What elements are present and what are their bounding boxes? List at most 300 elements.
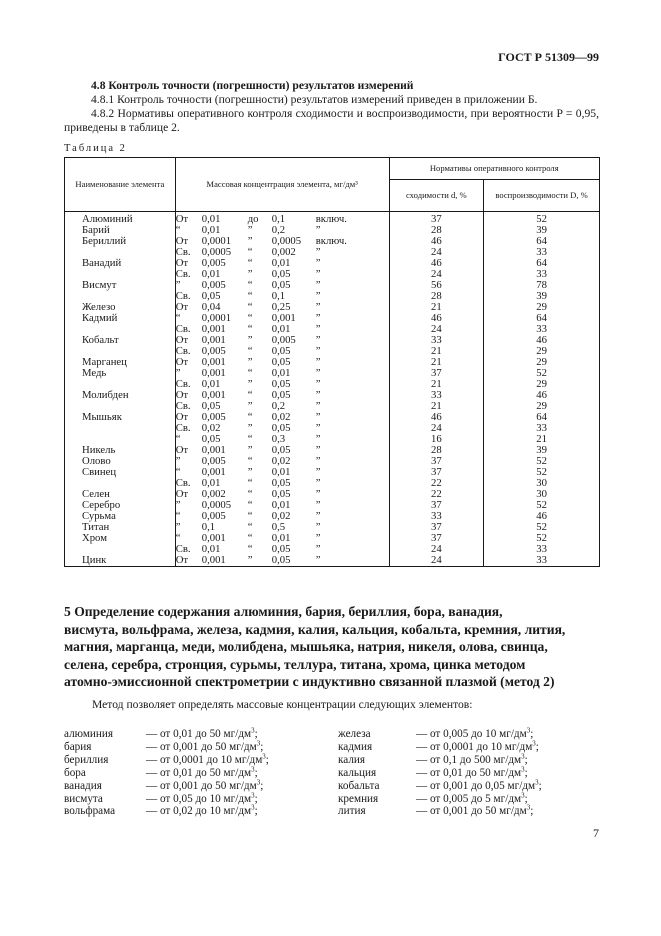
cell-element: Серебро [65, 500, 176, 511]
cell-element: Бериллий [65, 236, 176, 247]
element-name: бора [64, 766, 86, 779]
table-row [65, 467, 600, 478]
cell-convergence: 21 [389, 379, 484, 390]
element-name: висмута [64, 792, 103, 805]
range-to: 0,05 [271, 389, 291, 401]
cell-reproducibility: 21 [484, 434, 600, 445]
table-row [65, 302, 600, 313]
cell-element: Свинец [65, 467, 176, 478]
cell-concentration [175, 555, 389, 567]
range-to: 0,01 [271, 532, 291, 544]
element-range: — от 0,0001 до 10 мг/дм [146, 753, 263, 766]
element-range: — от 0,001 до 0,05 мг/дм [416, 779, 536, 792]
table-row [65, 313, 600, 324]
range-to-word: “ [247, 455, 253, 467]
table-row [65, 280, 600, 291]
element-range: — от 0,005 до 10 мг/дм [416, 728, 527, 740]
cell-element [65, 423, 176, 434]
range-from: 0,01 [201, 477, 221, 489]
range-from: 0,005 [201, 411, 226, 423]
cell-reproducibility: 64 [484, 313, 600, 324]
col-header-element: Наименование элемента [65, 158, 176, 212]
table-row [65, 379, 600, 390]
element-range: — от 0,01 до 50 мг/дм [146, 728, 252, 740]
range-prefix: Св. [175, 246, 191, 258]
cell-element: Алюминий [65, 212, 176, 226]
item-end: ; [530, 805, 534, 818]
range-to: 0,05 [271, 279, 291, 291]
element-range: — от 0,05 до 10 мг/дм [146, 792, 252, 805]
element-list-right [338, 728, 542, 818]
cell-reproducibility: 46 [484, 511, 600, 522]
cell-convergence: 22 [389, 478, 484, 489]
range-to-word: “ [247, 532, 253, 544]
page-number: 7 [593, 826, 599, 840]
range-to-word: ” [247, 235, 253, 247]
range-to-word: ” [247, 444, 253, 456]
table-row [65, 346, 600, 357]
range-prefix: Св. [175, 400, 191, 412]
range-suffix: включ. [315, 235, 347, 247]
range-suffix: ” [315, 279, 321, 291]
cell-reproducibility: 46 [484, 390, 600, 401]
range-prefix: От [175, 488, 189, 500]
range-to: 0,01 [271, 367, 291, 379]
range-prefix: Св. [175, 290, 191, 302]
col-header-norms: Нормативы оперативного контроля [389, 158, 600, 180]
range-prefix: Св. [175, 543, 191, 555]
range-from: 0,001 [201, 466, 226, 478]
cell-reproducibility: 52 [484, 533, 600, 544]
range-to: 0,05 [271, 543, 291, 555]
range-to: 0,05 [271, 444, 291, 456]
range-from: 0,1 [201, 521, 216, 533]
range-to: 0,05 [271, 488, 291, 500]
list-item [64, 741, 269, 754]
cell-element: Висмут [65, 280, 176, 291]
table-row [65, 544, 600, 555]
list-item [338, 728, 542, 741]
cell-convergence: 46 [389, 412, 484, 423]
range-to-word: “ [247, 367, 253, 379]
paragraph-4-8-1: 4.8.1 Контроль точности (погрешности) результатов измерений приведен в приложении Б. [91, 93, 538, 106]
table-row [65, 368, 600, 379]
unit-exponent: 3 [532, 739, 536, 748]
cell-element: Титан [65, 522, 176, 533]
table-row [65, 456, 600, 467]
element-range: — от 0,005 до 5 мг/дм [416, 792, 522, 805]
range-suffix: ” [315, 466, 321, 478]
range-to-word: “ [247, 246, 253, 258]
unit-exponent: 3 [521, 752, 525, 761]
range-suffix: ” [315, 433, 321, 445]
cell-element: Мышьяк [65, 412, 176, 423]
cell-reproducibility: 29 [484, 302, 600, 313]
range-suffix: ” [315, 411, 321, 423]
paragraph-4-8-2: 4.8.2 Нормативы оперативного контроля сходимости и воспроизводимости, при вероятности P = 0,95, приведены в таблице 2. [64, 107, 599, 134]
list-item [64, 790, 269, 806]
cell-reproducibility: 29 [484, 346, 600, 357]
range-prefix: Св. [175, 268, 191, 280]
range-suffix: ” [315, 510, 321, 522]
range-suffix: ” [315, 389, 321, 401]
range-to-word: “ [247, 389, 253, 401]
range-from: 0,005 [201, 345, 226, 357]
unit-exponent: 3 [535, 777, 539, 786]
cell-convergence: 22 [389, 489, 484, 500]
cell-reproducibility: 33 [484, 247, 600, 258]
cell-convergence: 56 [389, 280, 484, 291]
range-to-word: “ [247, 510, 253, 522]
range-to-word: до [247, 213, 259, 225]
item-end: ; [254, 728, 258, 740]
table-row [65, 489, 600, 500]
range-to: 0,0005 [271, 235, 302, 247]
cell-convergence: 33 [389, 390, 484, 401]
unit-exponent: 3 [251, 790, 255, 799]
range-from: 0,005 [201, 510, 226, 522]
range-prefix: “ [175, 224, 181, 236]
range-from: 0,0001 [201, 235, 232, 247]
range-to: 0,05 [271, 268, 291, 280]
range-prefix: ” [175, 499, 181, 511]
range-from: 0,01 [201, 213, 221, 225]
range-to-word: “ [247, 290, 253, 302]
cell-convergence: 24 [389, 423, 484, 434]
range-to: 0,02 [271, 510, 291, 522]
cell-convergence: 46 [389, 258, 484, 269]
table-row [65, 357, 600, 368]
range-suffix: ” [315, 455, 321, 467]
cell-reproducibility: 33 [484, 269, 600, 280]
table-row [65, 500, 600, 511]
cell-element: Молибден [65, 390, 176, 401]
range-to-word: “ [247, 411, 253, 423]
range-to: 0,25 [271, 301, 291, 313]
unit-exponent: 3 [262, 752, 266, 761]
cell-convergence: 33 [389, 335, 484, 346]
range-to: 0,002 [271, 246, 296, 258]
range-prefix: От [175, 389, 189, 401]
element-name: кадмия [338, 740, 373, 753]
table-row [65, 434, 600, 445]
range-prefix: Св. [175, 323, 191, 335]
range-from: 0,001 [201, 532, 226, 544]
cell-reproducibility: 64 [484, 258, 600, 269]
range-from: 0,01 [201, 378, 221, 390]
range-to: 0,2 [271, 400, 286, 412]
range-suffix: ” [315, 334, 321, 346]
list-item [64, 728, 269, 741]
cell-element: Кобальт [65, 335, 176, 346]
range-to-word: “ [247, 521, 253, 533]
table-row [65, 291, 600, 302]
table-row [65, 445, 600, 456]
list-item [64, 764, 269, 780]
cell-reproducibility: 33 [484, 555, 600, 567]
element-range: — от 0,0001 до 10 мг/дм [416, 740, 533, 753]
range-to-word: ” [247, 378, 253, 390]
table-row [65, 511, 600, 522]
range-to-word: ” [247, 422, 253, 434]
range-prefix: Св. [175, 422, 191, 434]
range-to-word: ” [247, 466, 253, 478]
cell-element: Сурьма [65, 511, 176, 522]
range-to-word: ” [247, 224, 253, 236]
cell-convergence: 46 [389, 313, 484, 324]
range-to: 0,3 [271, 433, 286, 445]
item-end: ; [538, 779, 542, 792]
table-row [65, 269, 600, 280]
item-end: ; [260, 779, 264, 792]
range-to-word: “ [247, 543, 253, 555]
range-to-word: “ [247, 499, 253, 511]
range-from: 0,05 [201, 290, 221, 302]
range-suffix: ” [315, 246, 321, 258]
element-name: вольфрама [64, 805, 116, 818]
range-to: 0,05 [271, 345, 291, 357]
table-row [65, 412, 600, 423]
range-prefix: От [175, 411, 189, 423]
cell-convergence: 21 [389, 346, 484, 357]
range-suffix: ” [315, 301, 321, 313]
range-prefix: ” [175, 455, 181, 467]
range-from: 0,001 [201, 334, 226, 346]
list-item [64, 805, 269, 818]
element-name: ванадия [64, 779, 102, 792]
cell-reproducibility: 39 [484, 291, 600, 302]
element-name: калия [338, 753, 366, 766]
cell-reproducibility: 29 [484, 401, 600, 412]
range-suffix: ” [315, 543, 321, 555]
cell-convergence: 24 [389, 544, 484, 555]
section-4-8-heading: 4.8 Контроль точности (погрешности) результатов измерений [91, 79, 414, 92]
element-range: — от 0,001 до 50 мг/дм [416, 805, 527, 818]
cell-convergence: 21 [389, 357, 484, 368]
cell-convergence: 16 [389, 434, 484, 445]
range-to: 0,02 [271, 455, 291, 467]
range-prefix: ” [175, 521, 181, 533]
range-to-word: “ [247, 301, 253, 313]
range-suffix: ” [315, 323, 321, 335]
range-to-word: “ [247, 345, 253, 357]
cell-element: Никель [65, 445, 176, 456]
range-to-word: “ [247, 433, 253, 445]
list-item [64, 777, 269, 793]
cell-element: Селен [65, 489, 176, 500]
unit-exponent: 3 [251, 764, 255, 773]
range-suffix: ” [315, 257, 321, 269]
range-to: 0,1 [271, 213, 286, 225]
range-suffix: ” [315, 444, 321, 456]
range-prefix: ” [175, 367, 181, 379]
range-from: 0,001 [201, 554, 226, 566]
element-name: алюминия [64, 728, 114, 740]
table-row [65, 258, 600, 269]
range-from: 0,0005 [201, 499, 232, 511]
range-to: 0,001 [271, 312, 296, 324]
range-from: 0,04 [201, 301, 221, 313]
unit-exponent: 3 [251, 803, 255, 812]
cell-convergence: 37 [389, 467, 484, 478]
cell-reproducibility: 64 [484, 236, 600, 247]
table-row [65, 533, 600, 544]
range-suffix: ” [315, 477, 321, 489]
cell-reproducibility: 52 [484, 456, 600, 467]
unit-exponent: 3 [256, 739, 261, 748]
list-item [338, 741, 542, 754]
range-suffix: ” [315, 356, 321, 368]
cell-convergence: 28 [389, 291, 484, 302]
list-item [338, 790, 542, 806]
element-name: лития [338, 805, 366, 818]
range-from: 0,01 [201, 224, 221, 236]
range-from: 0,001 [201, 356, 226, 368]
cell-reproducibility: 52 [484, 522, 600, 533]
unit-exponent: 3 [521, 764, 525, 773]
col-header-reproducibility: воспроизводимости D, % [484, 180, 600, 212]
range-from: 0,0005 [201, 246, 232, 258]
cell-reproducibility: 39 [484, 225, 600, 236]
cell-convergence: 37 [389, 533, 484, 544]
cell-convergence: 37 [389, 368, 484, 379]
range-suffix: ” [315, 224, 321, 236]
cell-convergence: 37 [389, 500, 484, 511]
range-suffix: ” [315, 499, 321, 511]
cell-reproducibility: 78 [484, 280, 600, 291]
list-item [338, 777, 542, 793]
range-prefix: “ [175, 312, 181, 324]
cell-reproducibility: 39 [484, 445, 600, 456]
item-end: ; [524, 753, 528, 766]
element-range: — от 0,1 до 500 мг/дм [416, 753, 522, 766]
cell-element: Кадмий [65, 313, 176, 324]
item-end: ; [535, 740, 539, 753]
item-end: ; [254, 805, 258, 818]
cell-convergence: 28 [389, 225, 484, 236]
range-prefix: “ [175, 466, 181, 478]
element-name: кремния [338, 792, 379, 805]
range-to: 0,05 [271, 378, 291, 390]
table-row [65, 390, 600, 401]
range-to-word: ” [247, 400, 253, 412]
range-suffix: ” [315, 488, 321, 500]
cell-concentration [175, 212, 389, 226]
method-intro: Метод позволяет определять массовые концентрации следующих элементов: [92, 698, 473, 711]
table-row [65, 212, 600, 226]
unit-exponent: 3 [521, 790, 525, 799]
range-to: 0,2 [271, 224, 286, 236]
range-from: 0,005 [201, 257, 226, 269]
range-prefix: От [175, 301, 189, 313]
range-to-word: “ [247, 477, 253, 489]
table-row [65, 401, 600, 412]
unit-exponent: 3 [256, 777, 261, 786]
cell-element: Олово [65, 456, 176, 467]
range-to: 0,05 [271, 356, 291, 368]
cell-element: Цинк [65, 555, 176, 567]
col-header-convergence: сходимости d, % [389, 180, 484, 212]
range-to: 0,01 [271, 323, 291, 335]
element-range: — от 0,001 до 50 мг/дм [146, 779, 257, 792]
list-item [338, 805, 542, 818]
list-item [64, 754, 269, 767]
range-to-word: “ [247, 279, 253, 291]
range-prefix: “ [175, 433, 181, 445]
element-range: — от 0,02 до 10 мг/дм [146, 805, 252, 818]
range-prefix: ” [175, 279, 181, 291]
range-prefix: От [175, 444, 189, 456]
range-prefix: Св. [175, 345, 191, 357]
range-suffix: ” [315, 532, 321, 544]
item-end: ; [265, 753, 269, 766]
table-row [65, 324, 600, 335]
range-prefix: От [175, 213, 189, 225]
range-to: 0,02 [271, 411, 291, 423]
cell-convergence: 24 [389, 269, 484, 280]
section-5-heading-line: висмута, вольфрама, железа, кадмия, калия, кальция, кобальта, кремния, лития, [64, 621, 566, 637]
range-from: 0,001 [201, 323, 226, 335]
table-row [65, 247, 600, 258]
range-suffix: ” [315, 367, 321, 379]
cell-reproducibility: 64 [484, 412, 600, 423]
unit-exponent: 3 [526, 803, 531, 812]
cell-reproducibility: 29 [484, 357, 600, 368]
section-5-heading [64, 603, 601, 691]
range-from: 0,05 [201, 400, 221, 412]
section-5-heading-line: атомно-эмиссионной спектрометрии с индуктивно связанной плазмой (метод 2) [64, 674, 555, 690]
cell-element: Хром [65, 533, 176, 544]
range-suffix: ” [315, 268, 321, 280]
range-from: 0,02 [201, 422, 221, 434]
range-suffix: ” [315, 400, 321, 412]
list-item [338, 754, 542, 767]
range-suffix: ” [315, 312, 321, 324]
range-from: 0,05 [201, 433, 221, 445]
element-list-left [64, 728, 269, 818]
table-row [65, 555, 600, 567]
table-row [65, 423, 600, 434]
range-from: 0,01 [201, 268, 221, 280]
cell-convergence: 46 [389, 236, 484, 247]
cell-element: Ванадий [65, 258, 176, 269]
cell-convergence: 24 [389, 247, 484, 258]
cell-reproducibility: 52 [484, 467, 600, 478]
range-suffix: включ. [315, 213, 347, 225]
range-to-word: ” [247, 554, 253, 566]
item-end: ; [260, 740, 264, 753]
range-prefix: Св. [175, 477, 191, 489]
range-from: 0,001 [201, 367, 226, 379]
element-name: кальция [338, 766, 377, 779]
range-to-word: “ [247, 257, 253, 269]
item-end: ; [254, 766, 258, 779]
range-from: 0,005 [201, 455, 226, 467]
cell-reproducibility: 30 [484, 489, 600, 500]
cell-reproducibility: 33 [484, 324, 600, 335]
element-range: — от 0,01 до 50 мг/дм [146, 766, 252, 779]
range-prefix: От [175, 257, 189, 269]
range-to: 0,05 [271, 554, 291, 566]
cell-convergence: 28 [389, 445, 484, 456]
col-header-concentration: Массовая концентрация элемента, мг/дм³ [175, 158, 389, 212]
range-to: 0,1 [271, 290, 286, 302]
range-prefix: От [175, 235, 189, 247]
list-item [338, 764, 542, 780]
table-row [65, 236, 600, 247]
item-end: ; [524, 766, 528, 779]
cell-convergence: 24 [389, 555, 484, 567]
